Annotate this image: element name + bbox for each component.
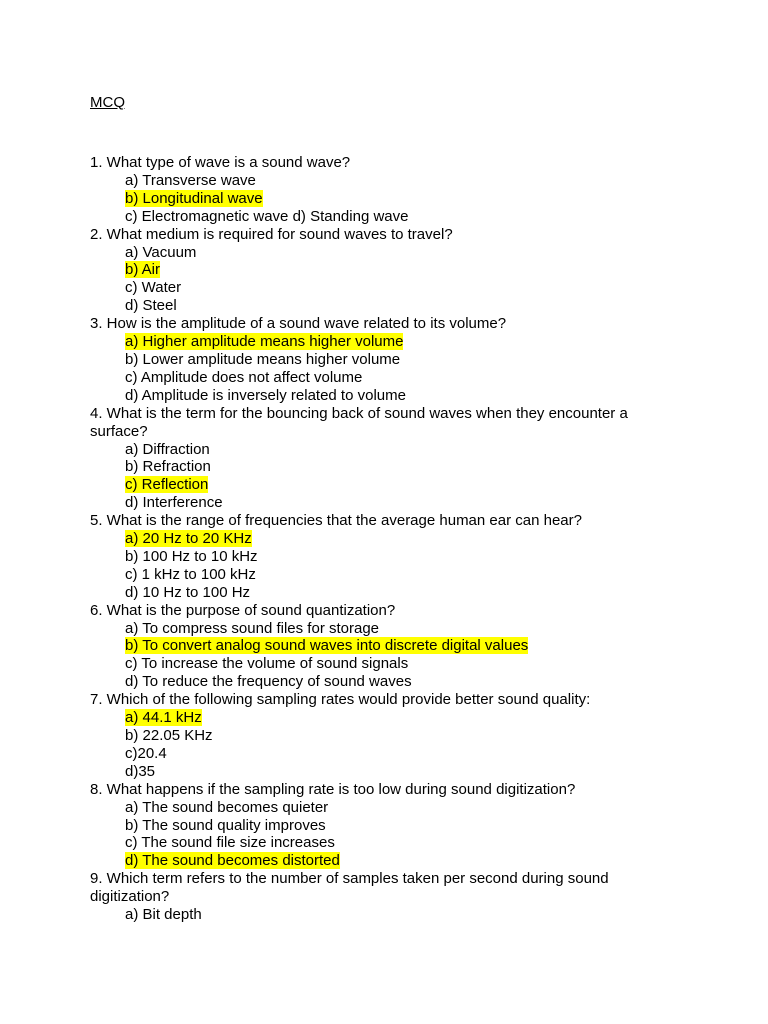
highlighted-option-text: b) Air bbox=[125, 261, 161, 279]
option-text: c) To increase the volume of sound signals bbox=[125, 655, 409, 673]
answer-option bbox=[90, 279, 690, 297]
question-text: 8. What happens if the sampling rate is too low during sound digitization? bbox=[90, 780, 576, 798]
question-text: 4. What is the term for the bouncing back of sound waves when they encounter a surface? bbox=[90, 404, 628, 440]
highlighted-option-text: c) Reflection bbox=[125, 476, 209, 494]
answer-option bbox=[90, 458, 690, 476]
answer-option bbox=[90, 763, 690, 781]
answer-option-correct bbox=[90, 190, 690, 208]
answer-option-correct bbox=[90, 261, 690, 279]
answer-option bbox=[90, 548, 690, 566]
question-block bbox=[90, 870, 690, 924]
question-list bbox=[90, 154, 690, 924]
question-block bbox=[90, 405, 690, 512]
answer-option bbox=[90, 494, 690, 512]
answer-option-correct bbox=[90, 709, 690, 727]
answer-option bbox=[90, 441, 690, 459]
answer-option bbox=[90, 817, 690, 835]
question-text: 9. Which term refers to the number of samples taken per second during sound digitization? bbox=[90, 870, 609, 906]
question-text: 2. What medium is required for sound waves to travel? bbox=[90, 225, 453, 243]
highlighted-option-text: d) The sound becomes distorted bbox=[125, 852, 340, 870]
highlighted-option-text: a) 20 Hz to 20 KHz bbox=[125, 530, 252, 548]
answer-option bbox=[90, 351, 690, 369]
option-text: a) Transverse wave bbox=[125, 171, 256, 189]
option-text: c) 1 kHz to 100 kHz bbox=[125, 565, 256, 583]
question-text: 6. What is the purpose of sound quantization? bbox=[90, 601, 396, 619]
option-text: c)20.4 bbox=[125, 744, 167, 762]
option-text: d) Amplitude is inversely related to volume bbox=[125, 386, 406, 404]
option-text: c) The sound file size increases bbox=[125, 834, 335, 852]
question-block bbox=[90, 691, 690, 781]
question-block bbox=[90, 602, 690, 692]
option-text: b) 100 Hz to 10 kHz bbox=[125, 547, 258, 565]
answer-option bbox=[90, 906, 690, 924]
question-block bbox=[90, 512, 690, 602]
page-heading: MCQ bbox=[90, 94, 125, 111]
answer-option bbox=[90, 727, 690, 745]
option-text: d)35 bbox=[125, 762, 156, 780]
question-text: 1. What type of wave is a sound wave? bbox=[90, 154, 351, 171]
option-text: d) To reduce the frequency of sound waves bbox=[125, 673, 412, 691]
option-text: b) Lower amplitude means higher volume bbox=[125, 350, 401, 368]
answer-option bbox=[90, 745, 690, 763]
answer-option bbox=[90, 297, 690, 315]
answer-option bbox=[90, 244, 690, 262]
answer-option bbox=[90, 584, 690, 602]
option-text: d) Interference bbox=[125, 494, 223, 512]
highlighted-option-text: a) Higher amplitude means higher volume bbox=[125, 333, 404, 351]
answer-option bbox=[90, 208, 690, 226]
option-text: a) Bit depth bbox=[125, 906, 202, 924]
answer-option-correct bbox=[90, 637, 690, 655]
option-text: a) Diffraction bbox=[125, 440, 210, 458]
answer-option bbox=[90, 673, 690, 691]
question-block bbox=[90, 781, 690, 871]
highlighted-option-text: b) Longitudinal wave bbox=[125, 189, 263, 207]
option-text: b) 22.05 KHz bbox=[125, 727, 213, 744]
answer-option-correct bbox=[90, 333, 690, 351]
option-text: a) The sound becomes quieter bbox=[125, 798, 329, 816]
answer-option bbox=[90, 655, 690, 673]
highlighted-option-text: b) To convert analog sound waves into discrete digital values bbox=[125, 637, 529, 655]
answer-option-correct bbox=[90, 476, 690, 494]
option-text: c) Electromagnetic wave d) Standing wave bbox=[125, 207, 409, 225]
answer-option bbox=[90, 369, 690, 387]
answer-option-correct bbox=[90, 852, 690, 870]
answer-option bbox=[90, 834, 690, 852]
option-text: b) The sound quality improves bbox=[125, 816, 326, 834]
answer-option-correct bbox=[90, 530, 690, 548]
option-text: d) Steel bbox=[125, 297, 177, 315]
answer-option bbox=[90, 620, 690, 638]
question-block bbox=[90, 315, 690, 405]
answer-option bbox=[90, 799, 690, 817]
option-text: b) Refraction bbox=[125, 458, 211, 476]
option-text: c) Amplitude does not affect volume bbox=[125, 368, 363, 386]
question-text: 3. How is the amplitude of a sound wave related to its volume? bbox=[90, 315, 507, 333]
question-block bbox=[90, 226, 690, 316]
option-text: a) To compress sound files for storage bbox=[125, 619, 380, 637]
question-text: 5. What is the range of frequencies that the average human ear can hear? bbox=[90, 512, 582, 530]
answer-option bbox=[90, 387, 690, 405]
answer-option bbox=[90, 566, 690, 584]
question-block bbox=[90, 154, 690, 226]
option-text: a) Vacuum bbox=[125, 243, 197, 261]
answer-option bbox=[90, 172, 690, 190]
question-text: 7. Which of the following sampling rates would provide better sound quality: bbox=[90, 691, 591, 709]
highlighted-option-text: a) 44.1 kHz bbox=[125, 709, 202, 727]
option-text: c) Water bbox=[125, 279, 182, 297]
option-text: d) 10 Hz to 100 Hz bbox=[125, 583, 251, 601]
